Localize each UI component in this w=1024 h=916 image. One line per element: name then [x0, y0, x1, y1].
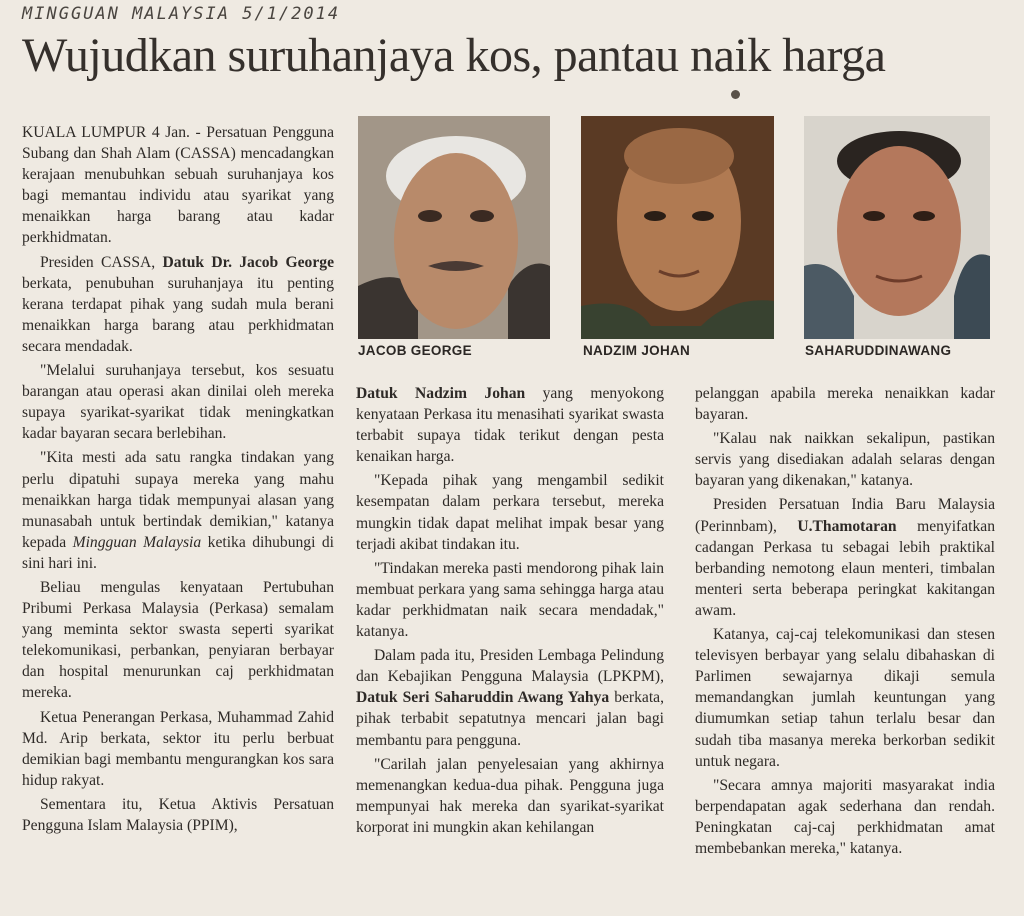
handwritten-dateline: MINGGUAN MALAYSIA 5/1/2014	[22, 4, 341, 24]
paragraph: Sementara itu, Ketua Aktivis Persatuan Pengguna Islam Malaysia (PPIM),	[22, 795, 334, 834]
paragraph: Dalam pada itu, Presiden Lembaga Pelindung dan Kebajikan Pengguna Malaysia (LPKPM), Datuk Seri Saharuddin Awang Yahya berkata, pihak terbabit sepatutnya mencari jalan bagi membantu para pengguna.	[356, 647, 664, 749]
paragraph: Datuk Nadzim Johan yang menyokong kenyataan Perkasa itu menasihati syarikat swasta terbabit supaya tidak terikut dengan pesta kenaikan harga.	[356, 385, 664, 466]
caption-jacob-george: JACOB GEORGE	[358, 343, 472, 358]
paper-speck	[731, 90, 740, 99]
paragraph: "Kalau nak naikkan sekalipun, pastikan servis yang disediakan adalah selaras dengan bayaran yang dikenakan," katanya.	[695, 430, 995, 490]
paragraph: KUALA LUMPUR 4 Jan. - Persatuan Pengguna Subang dan Shah Alam (CASSA) mencadangkan kerajaan menubuhkan sebuah suruhanjaya kos bagi memantau individu atau syarikat yang menaikkan harga barang atau kadar perkhidmatan.	[22, 124, 334, 247]
paragraph: "Secara amnya majoriti masyarakat india berpendapatan agak sederhana dan rendah. Peningkatan caj-caj perkhidmatan amat membebankan mereka," katanya.	[695, 776, 995, 857]
article-column-1	[22, 122, 334, 839]
caption-saharuddin-awang: SAHARUDDINAWANG	[805, 343, 952, 358]
paragraph: Ketua Penerangan Perkasa, Muhammad Zahid Md. Arip berkata, sektor itu perlu berbuat demikian bagi membantu mengurangkan kos sara hidup rakyat.	[22, 708, 334, 789]
photo-saharuddin-awang	[804, 116, 990, 339]
article-column-3	[695, 383, 995, 862]
paragraph: Presiden CASSA, Datuk Dr. Jacob George berkata, penubuhan suruhanjaya itu penting kerana terdapat pihak yang sudah mula berani menaikkan harga barang atau perkhidmatan secara mendadak.	[22, 253, 334, 355]
paragraph: Katanya, caj-caj telekomunikasi dan stesen televisyen berbayar yang selalu dibahaskan di Parlimen sewajarnya dikaji semula memandangkan jumlah keuntungan yang diumumkan setiap tahun terlalu besar dan sudah tiba masanya mereka berkorban sedikit untuk negara.	[695, 626, 995, 770]
photo-nadzim-johan	[581, 116, 774, 339]
paragraph: "Tindakan mereka pasti mendorong pihak lain membuat perkara yang sama sehingga harga atau kadar perkhidmatan naik secara mendadak," katanya.	[356, 559, 664, 641]
paragraph: Beliau mengulas kenyataan Pertubuhan Pribumi Perkasa Malaysia (Perkasa) semalam yang meminta sektor swasta seperti syarikat telekomunikasi, perbankan, penyiaran berbayar dan hospital menurunkan caj perkhidmatan mereka.	[22, 578, 334, 702]
article-column-2	[356, 383, 664, 841]
paragraph: "Kita mesti ada satu rangka tindakan yang perlu dipatuhi supaya mereka yang mahu menaikkan harga tidak mempunyai alasan yang munasabah untuk bertindak demikian," katanya kepada Mingguan Malaysia ketika dihubungi di sini hari ini.	[22, 449, 335, 572]
paragraph: Presiden Persatuan India Baru Malaysia (Perinnbam), U.Thamotaran menyifatkan cadangan Perkasa tu sebagai lebih praktikal berbanding nemotong elaun menteri, timbalan menteri serta beberapa peringkat kakitangan awam.	[695, 496, 996, 619]
paragraph: pelanggan apabila mereka nenaikkan kadar bayaran.	[695, 385, 995, 424]
paragraph: "Carilah jalan penyelesaian yang akhirnya memenangkan kedua-dua pihak. Pengguna juga mempunyai hak mereka dan syarikat-syarikat korporat ini mungkin akan kehilangan	[356, 755, 664, 836]
photo-jacob-george	[358, 116, 550, 339]
headline: Wujudkan suruhanjaya kos, pantau naik harga	[22, 29, 886, 82]
paragraph: "Kepada pihak yang mengambil sedikit kesempatan dalam perkara tersebut, mereka mungkin tidak dapat melihat impak besar yang terjadi akibat tindakan itu.	[356, 472, 664, 553]
paragraph: "Melalui suruhanjaya tersebut, kos sesuatu barangan atau operasi akan dinilai oleh mereka supaya syarikat-syarikat tidak meningkatkan kadar bayaran secara berlebihan.	[22, 362, 334, 443]
caption-nadzim-johan: NADZIM JOHAN	[583, 343, 691, 358]
